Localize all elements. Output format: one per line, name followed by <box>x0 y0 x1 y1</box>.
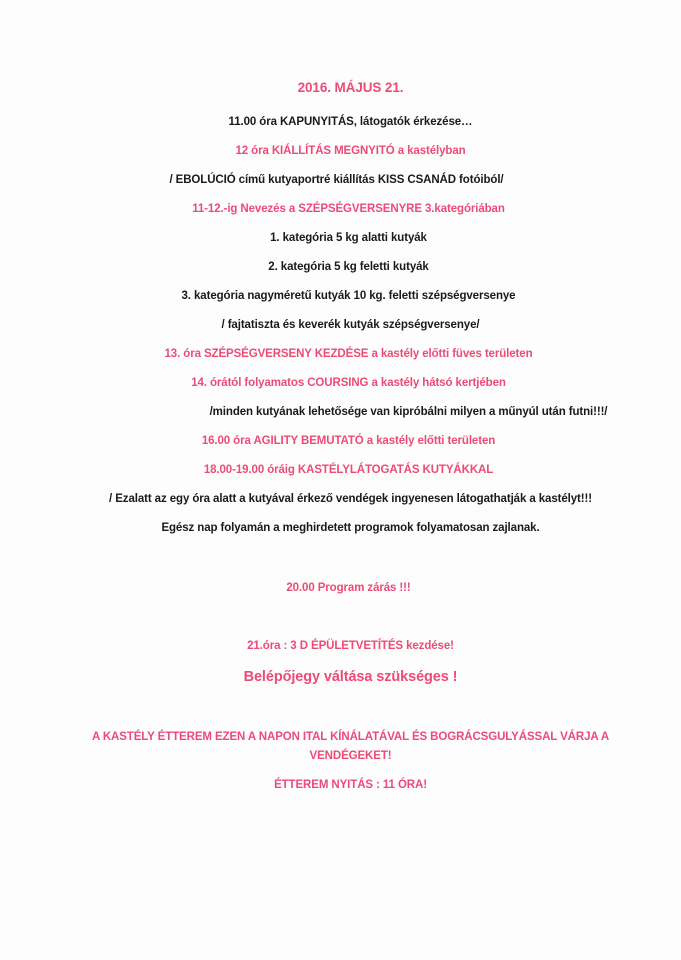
schedule-line-exhibition-note: / EBOLÚCIÓ című kutyaportré kiállítás KISS CSANÁD fotóiból/ <box>169 174 504 186</box>
castle-visit-note: / Ezalatt az egy óra alatt a kutyával érkező vendégek ingyenesen látogathatják a kastélyt!!! <box>109 493 592 505</box>
schedule-line-beauty-contest: 13. óra SZÉPSÉGVERSENY KEZDÉSE a kastély előtti füves területen <box>164 348 533 360</box>
restaurant-opening-time: ÉTTEREM NYITÁS : 11 ÓRA! <box>274 779 427 791</box>
category-line-2: 2. kategória 5 kg feletti kutyák <box>268 261 429 273</box>
schedule-line-exhibition-opening: 12 óra KIÁLLÍTÁS MEGNYITÓ a kastélyban <box>235 145 466 157</box>
document-title: 2016. MÁJUS 21. <box>297 80 404 95</box>
schedule-line-castle-visit: 18.00-19.00 óráig KASTÉLYLÁTOGATÁS KUTYÁKKAL <box>203 464 494 476</box>
restaurant-notice-line-1: A KASTÉLY ÉTTEREM EZEN A NAPON ITAL KÍNÁLATÁVAL ÉS BOGRÁCSGULYÁSSAL VÁRJA A <box>91 731 610 743</box>
category-note: / fajtatiszta és keverék kutyák szépségversenye/ <box>221 319 480 331</box>
category-line-3: 3. kategória nagyméretű kutyák 10 kg. feletti szépségversenye <box>181 290 516 302</box>
schedule-line-coursing: 14. órától folyamatos COURSING a kastély hátsó kertjében <box>191 377 506 389</box>
all-day-note: Egész nap folyamán a meghirdetett programok folyamatosan zajlanak. <box>161 522 540 534</box>
schedule-line-agility: 16.00 óra AGILITY BEMUTATÓ a kastély előtti területen <box>201 435 496 447</box>
schedule-line-gate-opening: 11.00 óra KAPUNYITÁS, látogatók érkezése… <box>228 116 473 128</box>
schedule-line-registration: 11-12.-ig Nevezés a SZÉPSÉGVERSENYRE 3.kategóriában <box>192 203 505 215</box>
category-line-1: 1. kategória 5 kg alatti kutyák <box>270 232 427 244</box>
coursing-note: /minden kutyának lehetősége van kipróbálni milyen a műnyúl után futni!!!/ <box>209 406 608 418</box>
ticket-required-notice: Belépőjegy váltása szükséges ! <box>243 669 458 685</box>
projection-mapping-start: 21.óra : 3 D ÉPÜLETVETÍTÉS kezdése! <box>247 640 454 652</box>
program-closing: 20.00 Program zárás !!! <box>286 582 411 594</box>
restaurant-notice-line-2: VENDÉGEKET! <box>309 750 392 762</box>
